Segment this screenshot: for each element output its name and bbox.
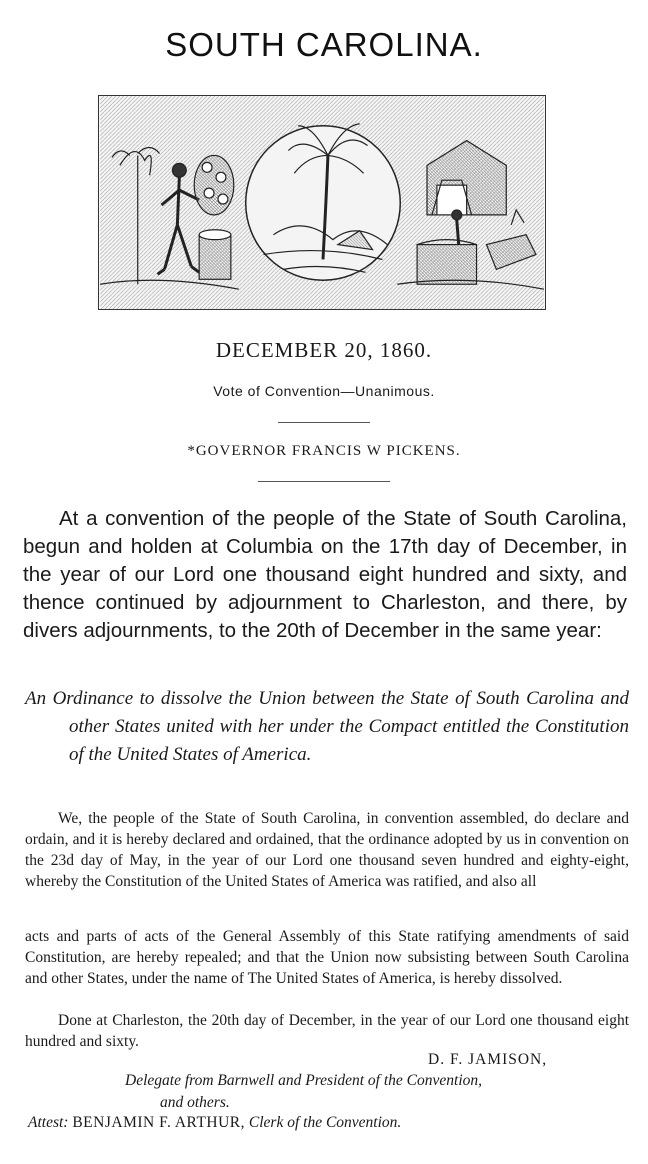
divider: [258, 481, 390, 482]
attest-line: [28, 1114, 401, 1132]
state-seal-engraving-icon: [99, 96, 545, 309]
ordinance-date: DECEMBER 20, 1860.: [215, 338, 433, 362]
page-title: SOUTH CAROLINA.: [165, 26, 483, 63]
ordinance-body-paragraph: acts and parts of acts of the General Assembly of this State ratifying amendments of said Constitution, are hereby repealed; and that the Union now subsisting between South Carolina and other States, under the name of The United States of America, is hereby dissolved.: [25, 928, 629, 987]
done-at-paragraph: Done at Charleston, the 20th day of December, in the year of our Lord one thousand eight hundred and sixty.: [25, 1012, 629, 1050]
preamble-paragraph: At a convention of the people of the State of South Carolina, begun and holden at Columbia on the 17th day of December, in the year of our Lord one thousand eight hundred and sixty, and thence continued by adjournment to Charleston, and there, by divers adjournments, to the 20th of December in the same year:: [23, 507, 627, 642]
divider: [278, 422, 370, 423]
ordinance-body-paragraph: We, the people of the State of South Carolina, in convention assembled, do declare and ordain, and it is hereby declared and ordained, that the ordinance adopted by us in convention on the 23d day of May, in the year of our Lord one thousand seven hundred and eighty-eight, whereby the Constitution of the United States of America was ratified, and also all: [25, 810, 629, 890]
convention-vote: Vote of Convention—Unanimous.: [213, 383, 435, 399]
seal-engraving: [98, 95, 546, 310]
attest-role: Clerk of the Convention.: [248, 1114, 402, 1131]
signer-name: D. F. JAMISON,: [428, 1051, 548, 1068]
governor-line: *GOVERNOR FRANCIS W PICKENS.: [187, 443, 461, 459]
attest-label: Attest:: [28, 1114, 69, 1131]
attest-name: BENJAMIN F. ARTHUR,: [72, 1114, 246, 1131]
signer-others: and others.: [160, 1094, 230, 1111]
signer-role: Delegate from Barnwell and President of the Convention,: [125, 1072, 483, 1089]
ordinance-title: An Ordinance to dissolve the Union between the State of South Carolina and other States united with her under the Compact entitled the Constitution of the United States of America.: [25, 688, 629, 765]
